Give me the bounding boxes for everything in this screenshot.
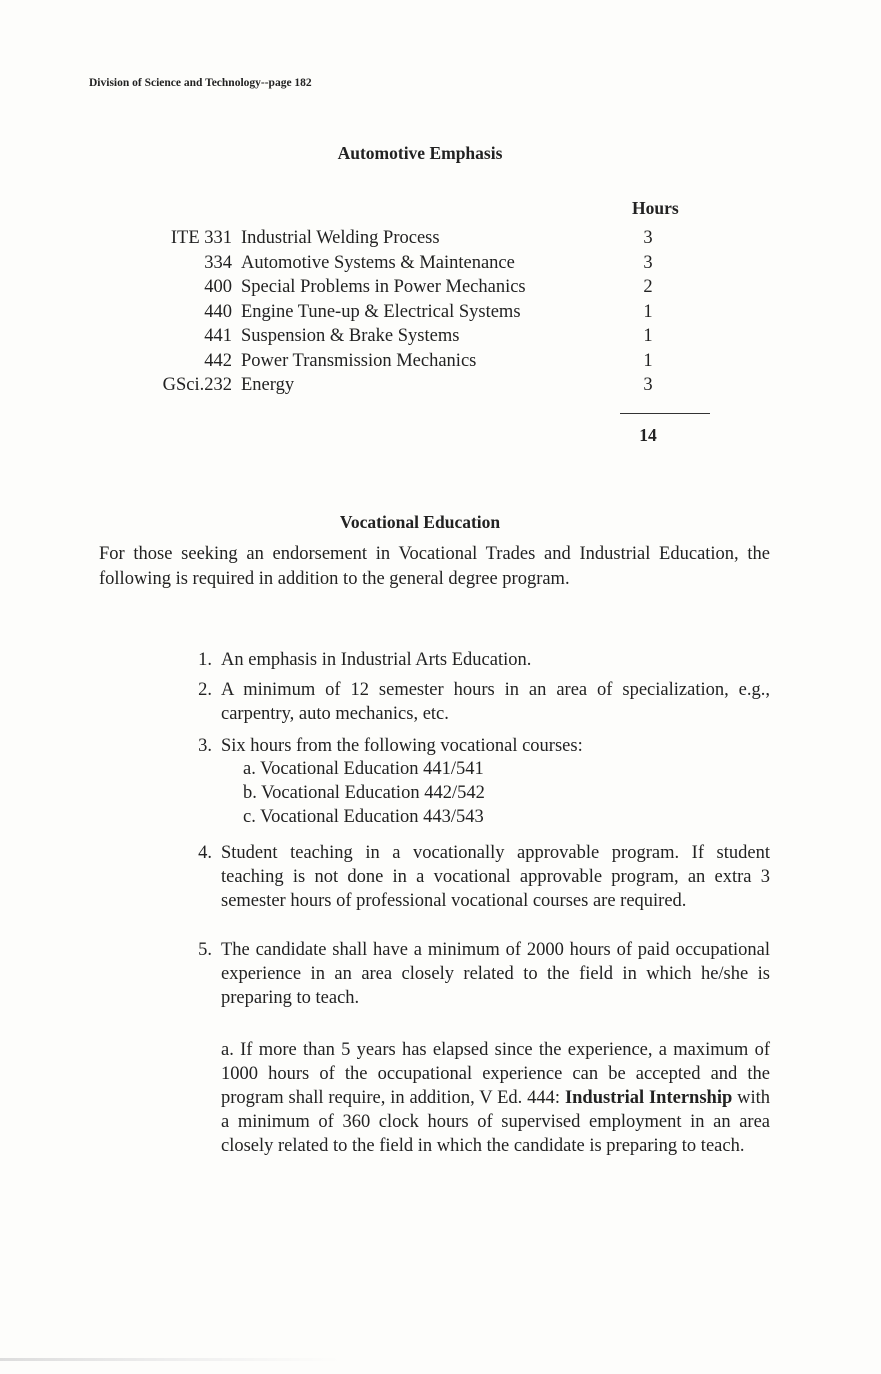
sub-item: a. Vocational Education 441/541 <box>243 759 484 779</box>
course-name: Special Problems in Power Mechanics <box>241 277 526 297</box>
course-name: Engine Tune-up & Electrical Systems <box>241 301 521 322</box>
item-number: 4. <box>198 843 212 863</box>
course-row <box>0 375 720 399</box>
course-hours: 1 <box>643 350 653 371</box>
note-a-bold: Industrial Internship <box>564 1088 733 1108</box>
course-hours: 3 <box>643 252 653 273</box>
item-text: Six hours from the following vocational courses: <box>221 736 583 756</box>
course-hours: 1 <box>643 301 653 322</box>
item-text: The candidate shall have a minimum of 2000 hours of paid occupational experience in an area closely related to the field in which he/she is preparing to teach. <box>221 940 770 1008</box>
total-rule <box>620 413 710 414</box>
course-hours: 2 <box>643 277 653 297</box>
list-item <box>198 841 770 913</box>
automotive-title: Automotive Emphasis <box>337 143 503 163</box>
sub-item: b. Vocational Education 442/542 <box>243 783 485 803</box>
course-row <box>0 302 720 326</box>
list-item <box>198 678 770 726</box>
item-number: 2. <box>198 680 212 700</box>
item-number: 3. <box>198 736 212 756</box>
item-text: Student teaching in a vocationally approvable program. If student teaching is not done in a vocational approvable program, an extra 3 semester hours of professional vocational courses are required. <box>221 843 770 911</box>
course-hours: 3 <box>643 228 653 248</box>
vocational-intro: For those seeking an endorsement in Vocational Trades and Industrial Education, the following is required in addition to the general degree program. <box>99 544 770 589</box>
course-name: Energy <box>241 375 295 395</box>
course-name: Automotive Systems & Maintenance <box>241 252 515 273</box>
scan-edge <box>0 1358 340 1361</box>
course-code: ITE 331 <box>170 228 232 248</box>
course-row <box>0 351 720 375</box>
sub-item: c. Vocational Education 443/543 <box>243 807 484 827</box>
course-code: GSci.232 <box>162 375 232 395</box>
item-number: 1. <box>198 650 212 670</box>
vocational-title: Vocational Education <box>339 512 501 532</box>
item-text: A minimum of 12 semester hours in an area of specialization, e.g., carpentry, auto mechanics, etc. <box>221 680 770 724</box>
course-hours: 1 <box>643 326 653 346</box>
course-name: Power Transmission Mechanics <box>241 350 477 371</box>
item-text: An emphasis in Industrial Arts Education. <box>221 650 532 670</box>
course-row <box>0 228 720 252</box>
course-row <box>0 253 720 277</box>
course-hours: 3 <box>643 375 653 395</box>
list-item <box>198 938 770 1010</box>
course-code: 400 <box>204 277 232 297</box>
course-code: 441 <box>204 326 232 346</box>
course-name: Suspension & Brake Systems <box>241 326 460 346</box>
note-a-text-end: with a minimum of 360 clock hours of supervised employment in an area closely related to the field in which the candidate is preparing to teach. <box>221 1088 771 1156</box>
course-code: 442 <box>204 350 232 371</box>
page-header: Division of Science and Technology--page 182 <box>89 77 312 89</box>
course-code: 440 <box>204 301 232 322</box>
course-name: Industrial Welding Process <box>241 228 440 248</box>
hours-header: Hours <box>632 198 679 218</box>
note-a-text: a. If more than 5 years has elapsed since the experience, a maximum of 1000 hours of the occupational experience can be accepted and the program shall require, in addition, V Ed. 444: <box>221 1040 770 1108</box>
course-code: 334 <box>204 252 232 273</box>
course-row <box>0 277 720 301</box>
note-a <box>221 1038 770 1158</box>
course-row <box>0 326 720 350</box>
item-number: 5. <box>198 940 212 960</box>
list-item <box>198 734 770 758</box>
total-hours: 14 <box>639 425 657 445</box>
list-item <box>198 648 770 672</box>
